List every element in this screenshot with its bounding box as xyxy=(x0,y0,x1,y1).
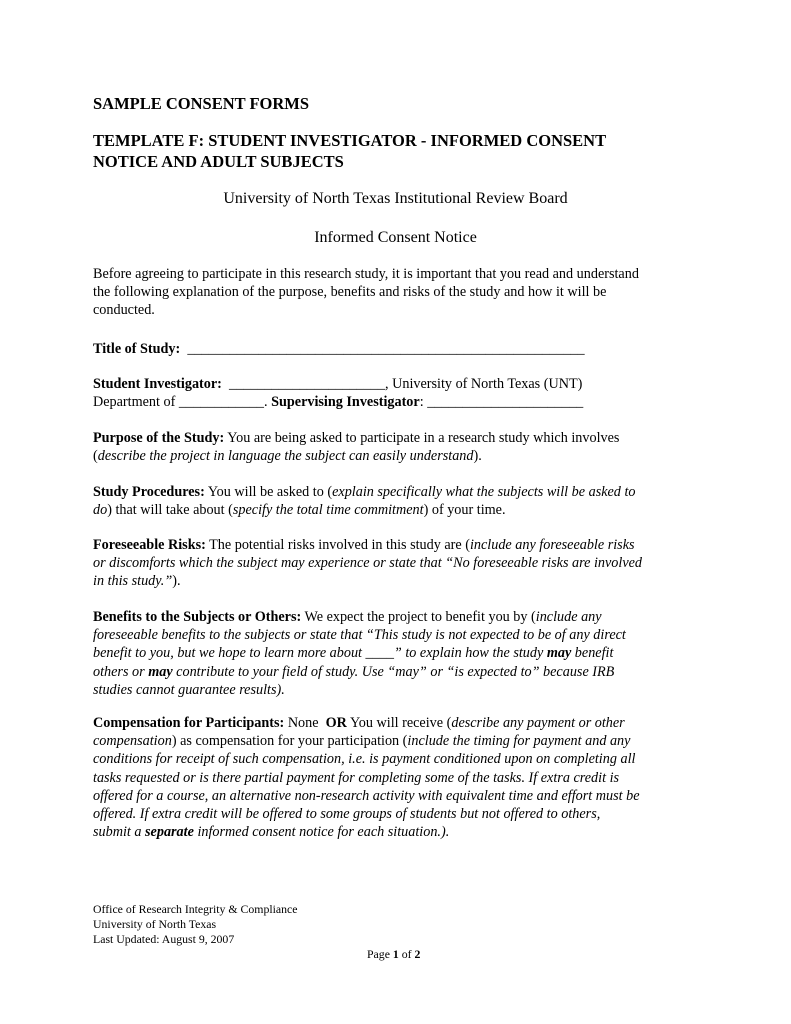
risks-text: The potential risks involved in this study are ( xyxy=(205,537,470,553)
procedures-instruction: explain specifically what the subjects will be asked to xyxy=(332,484,636,500)
paren: ( xyxy=(93,448,98,465)
risks-label: Foreseeable Risks: xyxy=(93,537,206,553)
supervising-investigator-blank: ______________________ xyxy=(427,394,584,411)
intro-line: the following explanation of the purpose, benefits and risks of the study and how it will be xyxy=(93,284,607,301)
page-prefix: Page xyxy=(367,947,393,961)
compensation-instruction: describe any payment or other xyxy=(451,715,625,731)
page-total: 2 xyxy=(414,947,421,961)
institution-name: University of North Texas Institutional Review Board xyxy=(223,190,568,207)
intro-line: Before agreeing to participate in this research study, it is important that you read and understand xyxy=(93,266,639,282)
colon: : xyxy=(419,394,424,411)
paren: ). xyxy=(473,448,482,465)
purpose-section xyxy=(93,429,708,465)
intro-paragraph xyxy=(93,265,708,320)
procedures-label: Study Procedures: xyxy=(93,484,205,500)
compensation-label: Compensation for Participants: xyxy=(93,715,285,731)
intro-line: conducted. xyxy=(93,302,155,319)
benefits-label: Benefits to the Subjects or Others: xyxy=(93,609,302,625)
benefits-instruction: foreseeable benefits to the subjects or state that “This study is not expected to be of any direct xyxy=(93,627,626,644)
title-of-study-label: Title of Study: xyxy=(93,341,181,357)
compensation-section xyxy=(93,714,708,841)
notice-title: Informed Consent Notice xyxy=(314,229,477,246)
compensation-text: ) as compensation for your participation ( xyxy=(171,733,408,750)
emphasis-or: OR xyxy=(325,715,347,731)
department-prefix: Department of xyxy=(93,394,179,411)
benefits-instruction: others or xyxy=(93,663,149,680)
compensation-instruction: conditions for receipt of such compensation, i.e. is payment conditioned upon on completing all xyxy=(93,751,636,768)
dept-suffix: . xyxy=(264,394,272,411)
compensation-text: You will receive ( xyxy=(346,715,452,731)
benefits-instruction: contribute to your field of study. Use “may” or “is expected to” because IRB xyxy=(172,663,615,680)
compensation-instruction: offered for a course, an alternative non-research activity with equivalent time and effort must be xyxy=(93,787,640,804)
footer xyxy=(93,902,298,948)
risks-instruction: or discomforts which the subject may experience or state that “No foreseeable risks are involved xyxy=(93,555,643,572)
risks-instruction: include any foreseeable risks xyxy=(469,537,635,553)
page-current: 1 xyxy=(392,947,399,961)
emphasis-may: may xyxy=(148,663,173,680)
procedures-instruction: specify the total time commitment xyxy=(232,502,424,519)
footer-university: University of North Texas xyxy=(93,917,217,932)
compensation-instruction: tasks requested or is there partial payment for completing some of the tasks. If extra credit is xyxy=(93,769,620,786)
template-title-line1: TEMPLATE F: STUDENT INVESTIGATOR - INFORMED CONSENT xyxy=(93,131,607,150)
page-of: of xyxy=(398,947,415,961)
university-text: , University of North Texas (UNT) xyxy=(385,376,583,392)
compensation-instruction: submit a xyxy=(93,824,146,841)
purpose-text: You are being asked to participate in a research study which involves xyxy=(224,430,620,446)
compensation-instruction: include the timing for payment and any xyxy=(407,733,631,750)
procedures-instruction: do xyxy=(93,502,108,519)
compensation-instruction: compensation xyxy=(93,733,172,750)
benefits-instruction: benefit to you, but we hope to learn more about ____” to explain how the study xyxy=(93,645,547,662)
student-investigator-blank: ______________________ xyxy=(228,376,386,392)
procedures-section xyxy=(93,483,708,519)
procedures-text: ) of your time. xyxy=(423,502,506,519)
compensation-instruction: informed consent notice for each situation.). xyxy=(193,824,450,841)
title-of-study xyxy=(93,340,708,358)
benefits-section xyxy=(93,608,708,699)
template-title xyxy=(93,130,733,172)
purpose-instruction: describe the project in language the subject can easily understand xyxy=(97,448,474,465)
emphasis-may: may xyxy=(546,645,572,662)
compensation-none: None xyxy=(284,715,326,731)
supervising-investigator-label: Supervising Investigator xyxy=(271,394,420,411)
procedures-text: ) that will take about ( xyxy=(107,502,233,519)
student-investigator-label: Student Investigator: xyxy=(93,376,222,392)
benefits-instruction: include any xyxy=(535,609,602,625)
benefits-instruction: benefit xyxy=(571,645,614,662)
page-number xyxy=(367,947,420,962)
risks-section xyxy=(93,536,708,591)
title-of-study-blank: ________________________________________________________ xyxy=(187,341,585,357)
procedures-text: You will be asked to ( xyxy=(204,484,333,500)
emphasis-separate: separate xyxy=(145,824,194,841)
investigators-block xyxy=(93,375,708,411)
purpose-label: Purpose of the Study: xyxy=(93,430,225,446)
benefits-text: We expect the project to benefit you by ( xyxy=(301,609,536,625)
footer-office: Office of Research Integrity & Compliance xyxy=(93,902,298,916)
section-title: SAMPLE CONSENT FORMS xyxy=(93,94,310,113)
department-blank: ____________ xyxy=(178,394,265,411)
benefits-instruction: studies cannot guarantee results). xyxy=(93,681,285,698)
template-title-line2: NOTICE AND ADULT SUBJECTS xyxy=(93,152,344,171)
risks-instruction: in this study.” xyxy=(93,573,173,590)
compensation-instruction: offered. If extra credit will be offered to some groups of students but not offered to others, xyxy=(93,806,601,823)
footer-updated: Last Updated: August 9, 2007 xyxy=(93,932,235,947)
paren: ). xyxy=(172,573,181,590)
